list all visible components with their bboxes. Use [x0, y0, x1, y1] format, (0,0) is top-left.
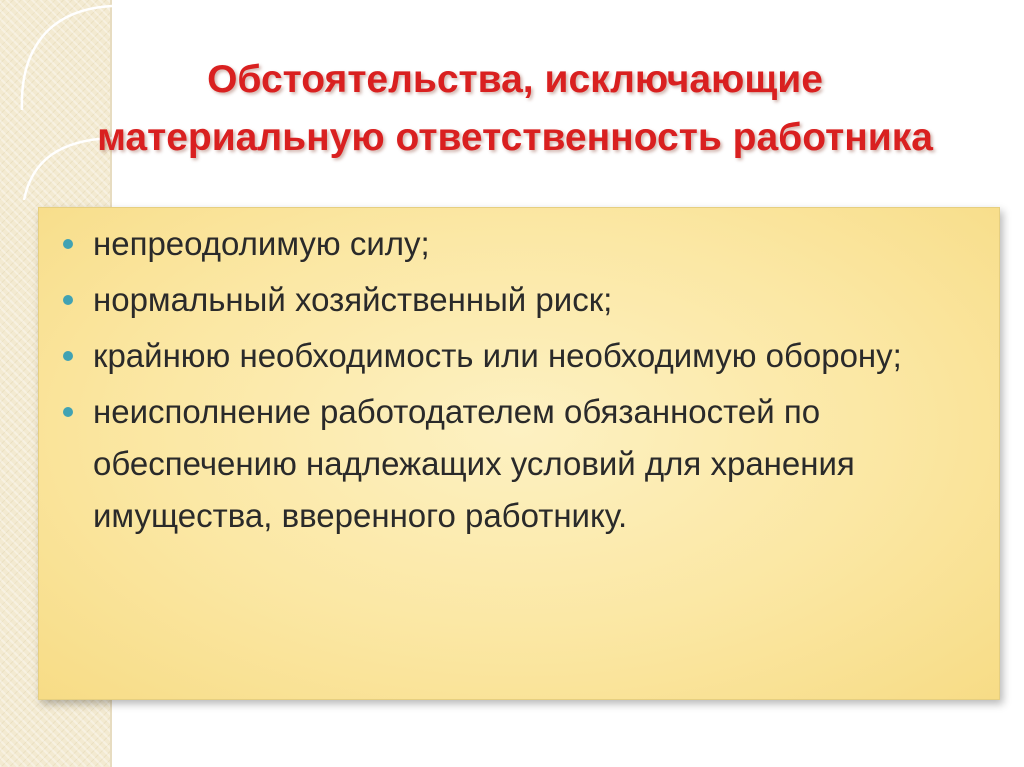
content-box — [38, 207, 1000, 700]
slide-title-line-1: Обстоятельства, исключающие — [207, 58, 823, 101]
list-item — [63, 330, 973, 382]
bullet-icon — [63, 407, 73, 417]
list-item-text: крайнюю необходимость или необходимую оборону; — [93, 337, 902, 374]
list-item-text: неисполнение работодателем обязанностей по обеспечению надлежащих условий для хранения имущества, вверенного работнику. — [93, 393, 855, 534]
list-item — [63, 274, 973, 326]
bullet-icon — [63, 295, 73, 305]
bullet-icon — [63, 239, 73, 249]
slide-title-line-2: материальную ответственность работника — [97, 116, 933, 159]
list-item — [63, 386, 973, 542]
list-item-text: нормальный хозяйственный риск; — [93, 281, 613, 318]
bullet-icon — [63, 351, 73, 361]
list-item-text: непреодолимую силу; — [93, 225, 430, 262]
bullet-list — [63, 218, 973, 546]
list-item — [63, 218, 973, 270]
